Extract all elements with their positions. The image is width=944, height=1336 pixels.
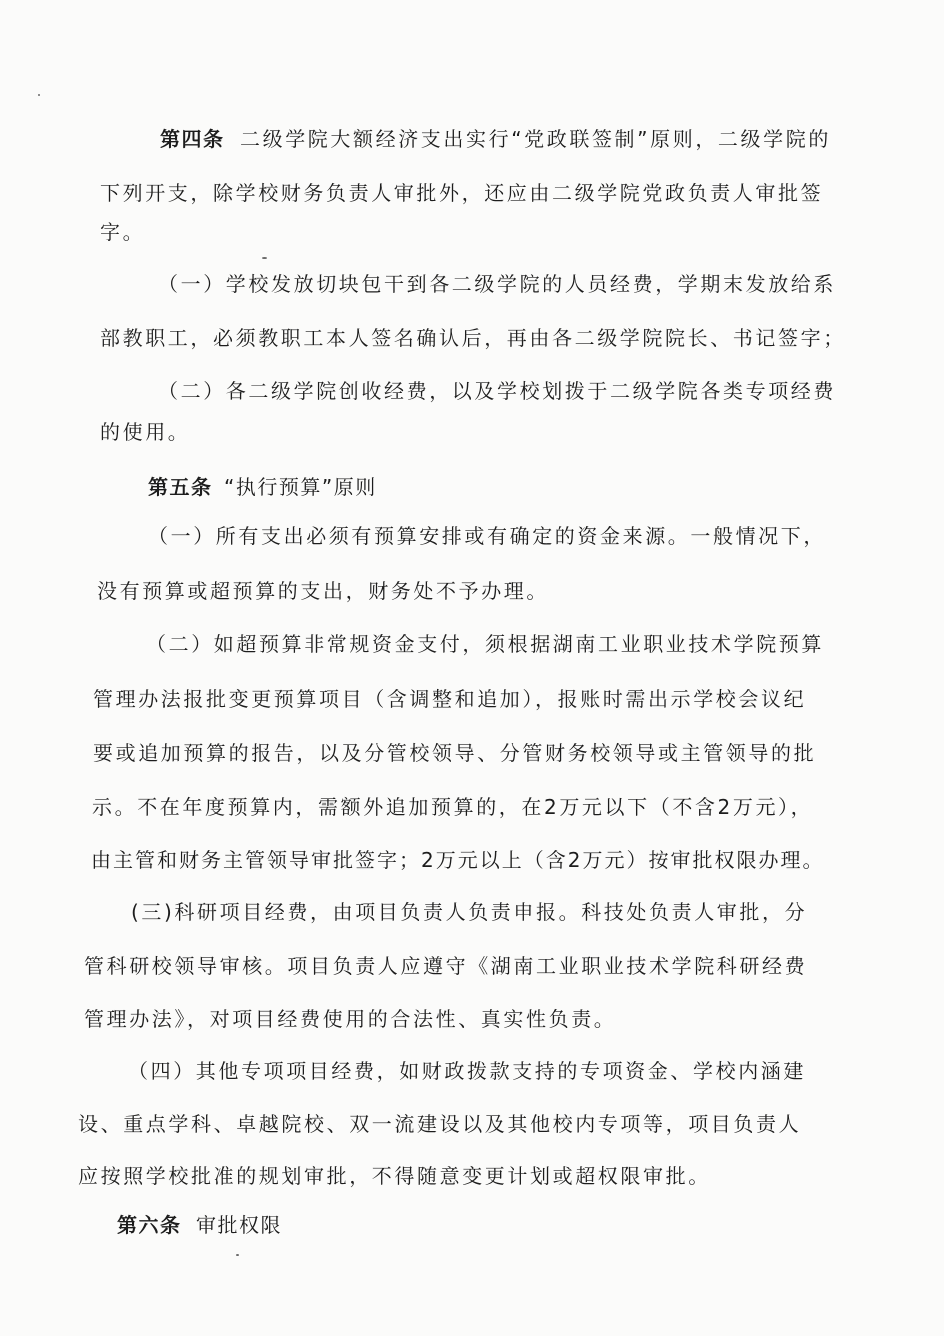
article-5-item-4-line-3: 应按照学校批准的规划审批，不得随意变更计划或超权限审批。 xyxy=(78,1164,711,1188)
scan-speck xyxy=(262,257,267,259)
article-6-heading: 第六条 xyxy=(117,1213,182,1237)
article-4-item-1-line-1: （一）学校发放切块包干到各二级学院的人员经费，学期末发放给系 xyxy=(158,272,836,296)
scan-speck xyxy=(38,94,40,96)
article-4-item-1-line-2: 部教职工，必须教职工本人签名确认后，再由各二级学院院长、书记签字； xyxy=(100,326,846,350)
article-5-item-2-line-3: 要或追加预算的报告，以及分管校领导、分管财务校领导或主管领导的批 xyxy=(93,741,817,765)
article-5-heading: 第五条 xyxy=(148,475,213,499)
article-4-line-3: 字。 xyxy=(100,220,146,244)
article-5-title: “执行预算”原则 xyxy=(224,475,377,499)
article-5-item-4-line-2: 设、重点学科、卓越院校、双一流建设以及其他校内专项等，项目负责人 xyxy=(78,1112,802,1136)
article-4-item-2-line-2: 的使用。 xyxy=(100,420,191,444)
article-4-line-2: 下列开支，除学校财务负责人审批外，还应由二级学院党政负责人审批签 xyxy=(100,181,824,205)
article-5-item-1-line-2: 没有预算或超预算的支出，财务处不予办理。 xyxy=(97,579,549,603)
article-6-title: 审批权限 xyxy=(196,1213,282,1237)
article-5-item-1-line-1: （一）所有支出必须有预算安排或有确定的资金来源。一般情况下， xyxy=(148,524,826,548)
article-5-item-2-line-2: 管理办法报批变更预算项目（含调整和追加），报账时需出示学校会议纪 xyxy=(93,687,807,711)
article-5-item-3-line-2: 管科研校领导审核。项目负责人应遵守《湖南工业职业技术学院科研经费 xyxy=(84,954,808,978)
article-5-item-2-line-5: 由主管和财务主管领导审批签字；2万元以上（含2万元）按审批权限办理。 xyxy=(91,848,825,872)
article-5-item-2-line-4: 示。不在年度预算内，需额外追加预算的，在2万元以下（不含2万元）， xyxy=(92,795,814,819)
article-4-line-1: 二级学院大额经济支出实行“党政联签制”原则，二级学院的 xyxy=(240,127,831,151)
article-5-item-4-line-1: （四）其他专项项目经费，如财政拨款支持的专项资金、学校内涵建 xyxy=(128,1059,806,1083)
scan-speck xyxy=(236,1254,239,1256)
article-4-heading: 第四条 xyxy=(160,127,225,151)
article-4-item-2-line-1: （二）各二级学院创收经费，以及学校划拨于二级学院各类专项经费 xyxy=(158,379,836,403)
article-5-item-2-line-1: （二）如超预算非常规资金支付，须根据湖南工业职业技术学院预算 xyxy=(146,632,824,656)
article-5-item-3-line-1: (三)科研项目经费，由项目负责人负责申报。科技处负责人审批，分 xyxy=(131,900,808,924)
article-5-item-3-line-3: 管理办法》，对项目经费使用的合法性、真实性负责。 xyxy=(84,1007,617,1031)
